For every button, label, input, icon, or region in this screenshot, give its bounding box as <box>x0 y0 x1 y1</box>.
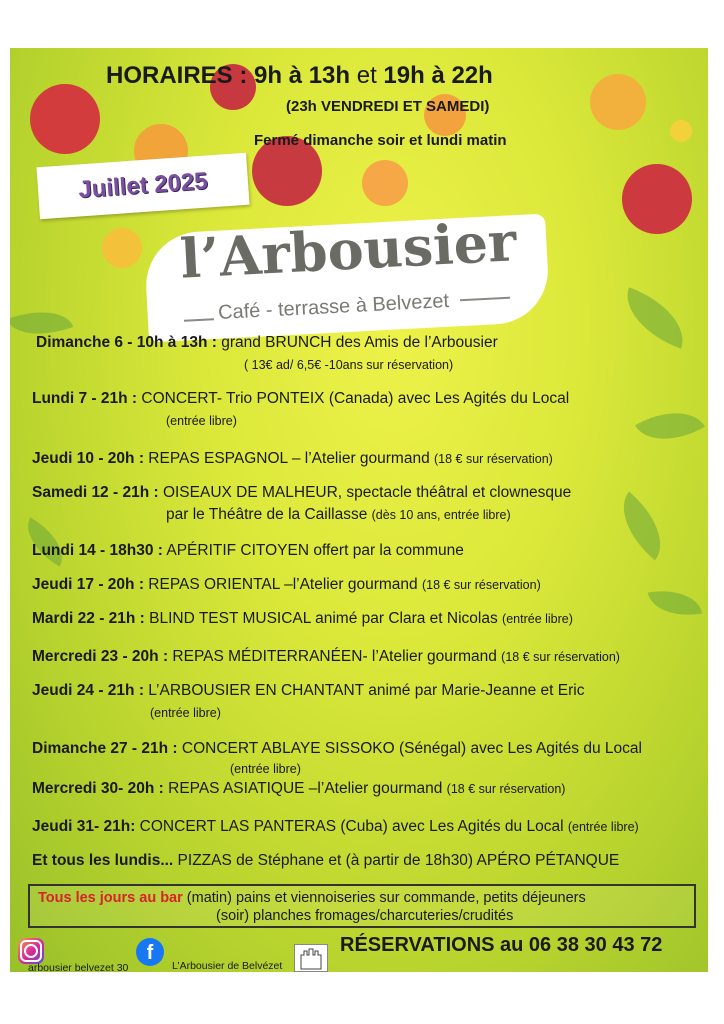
event-date: Mardi 22 - 21h : <box>32 610 145 627</box>
month-badge: Juillet 2025 <box>36 153 249 220</box>
event-item <box>32 852 619 870</box>
event-item <box>32 610 573 628</box>
hours-and: et <box>356 62 377 89</box>
event-note: (18 € sur réservation) <box>446 782 566 796</box>
event-date: Jeudi 31- 21h: <box>32 818 136 835</box>
event-line2 <box>166 506 511 524</box>
event-text: OISEAUX DE MALHEUR, spectacle théâtral et clownesque <box>158 484 572 501</box>
bar-highlight: Tous les jours au bar <box>38 890 183 906</box>
reservations-phone: RÉSERVATIONS au 06 38 30 43 72 <box>340 934 663 956</box>
village-logo-icon <box>294 944 328 972</box>
event-item <box>32 576 541 594</box>
bar-morning-text: (matin) pains et viennoiseries sur commande, petits déjeuners <box>182 890 586 906</box>
event-note: (dès 10 ans, entrée libre) <box>371 508 511 522</box>
event-note: (18 € sur réservation) <box>434 452 553 466</box>
event-note: (entrée libre) <box>230 762 301 776</box>
event-note: (entrée libre) <box>567 820 639 834</box>
event-date: Lundi 7 - 21h : <box>32 390 138 407</box>
logo-name: l’Arbousier <box>178 209 518 291</box>
event-item <box>32 780 565 798</box>
event-date: Samedi 12 - 21h : <box>32 484 159 501</box>
event-date: Lundi 14 - 18h30 : <box>32 542 163 559</box>
event-item <box>32 818 639 836</box>
event-text: REPAS MÉDITERRANÉEN- l’Atelier gourmand <box>168 648 502 665</box>
event-text: REPAS ASIATIQUE –l’Atelier gourmand <box>163 780 447 797</box>
event-date: Et tous les lundis... <box>32 852 174 869</box>
event-text: BLIND TEST MUSICAL animé par Clara et Nicolas <box>144 610 503 627</box>
event-date: Jeudi 24 - 21h : <box>32 682 144 699</box>
bar-evening-text: (soir) planches fromages/charcuteries/crudités <box>216 908 514 924</box>
event-item <box>32 740 642 758</box>
event-date: Jeudi 17 - 20h : <box>32 576 144 593</box>
event-item <box>36 334 498 352</box>
poster-content <box>10 48 708 972</box>
hours-evening: 19h à 22h <box>383 62 493 89</box>
event-text: CONCERT LAS PANTERAS (Cuba) avec Les Agités du Local <box>135 818 568 835</box>
hours-label: HORAIRES : <box>106 62 248 89</box>
event-text: par le Théâtre de la Caillasse <box>166 506 372 523</box>
closed-days: Fermé dimanche soir et lundi matin <box>254 132 507 149</box>
event-note: ( 13€ ad/ 6,5€ -10ans sur réservation) <box>244 358 454 372</box>
castle-icon <box>295 945 327 971</box>
event-text: PIZZAS de Stéphane et (à partir de 18h30) APÉRO PÉTANQUE <box>173 852 620 869</box>
instagram-handle[interactable]: arbousier belvezet 30 <box>28 962 129 974</box>
event-text: REPAS ESPAGNOL – l’Atelier gourmand <box>143 450 435 467</box>
event-date: Dimanche 27 - 21h : <box>32 740 178 757</box>
event-note: (18 € sur réservation) <box>501 650 620 664</box>
event-item <box>32 484 571 502</box>
event-text: L’ARBOUSIER EN CHANTANT animé par Marie-Jeanne et Eric <box>143 682 585 699</box>
event-item <box>32 390 569 408</box>
event-date: Dimanche 6 - 10h à 13h : <box>36 334 217 351</box>
hours-morning: 9h à 13h <box>254 62 351 89</box>
opening-hours <box>106 62 493 90</box>
event-text: CONCERT ABLAYE SISSOKO (Sénégal) avec Les Agités du Local <box>177 740 642 757</box>
event-date: Mercredi 23 - 20h : <box>32 648 169 665</box>
bar-line-1 <box>38 890 586 906</box>
event-item <box>32 450 553 468</box>
event-text: REPAS ORIENTAL –l’Atelier gourmand <box>143 576 422 593</box>
event-note: (18 € sur réservation) <box>421 578 541 592</box>
event-item <box>32 682 584 700</box>
event-note: (entrée libre) <box>502 612 573 626</box>
event-date: Jeudi 10 - 20h : <box>32 450 144 467</box>
instagram-icon[interactable] <box>18 938 44 964</box>
event-text: grand BRUNCH des Amis de l’Arbousier <box>216 334 498 351</box>
event-text: CONCERT- Trio PONTEIX (Canada) avec Les Agités du Local <box>137 390 570 407</box>
event-item <box>32 648 620 666</box>
logo-tagline: Café - terrasse à Belvezet <box>217 289 450 325</box>
event-text: APÉRITIF CITOYEN offert par la commune <box>162 542 464 559</box>
facebook-page-name[interactable]: L’Arbousier de Belvézet <box>172 960 283 972</box>
event-note: (entrée libre) <box>150 706 221 720</box>
event-date: Mercredi 30- 20h : <box>32 780 164 797</box>
hours-extra: (23h VENDREDI ET SAMEDI) <box>286 98 490 115</box>
event-note: (entrée libre) <box>166 414 237 428</box>
event-item <box>32 542 464 560</box>
facebook-icon[interactable]: f <box>136 938 164 966</box>
daily-bar-info-box <box>28 884 696 928</box>
